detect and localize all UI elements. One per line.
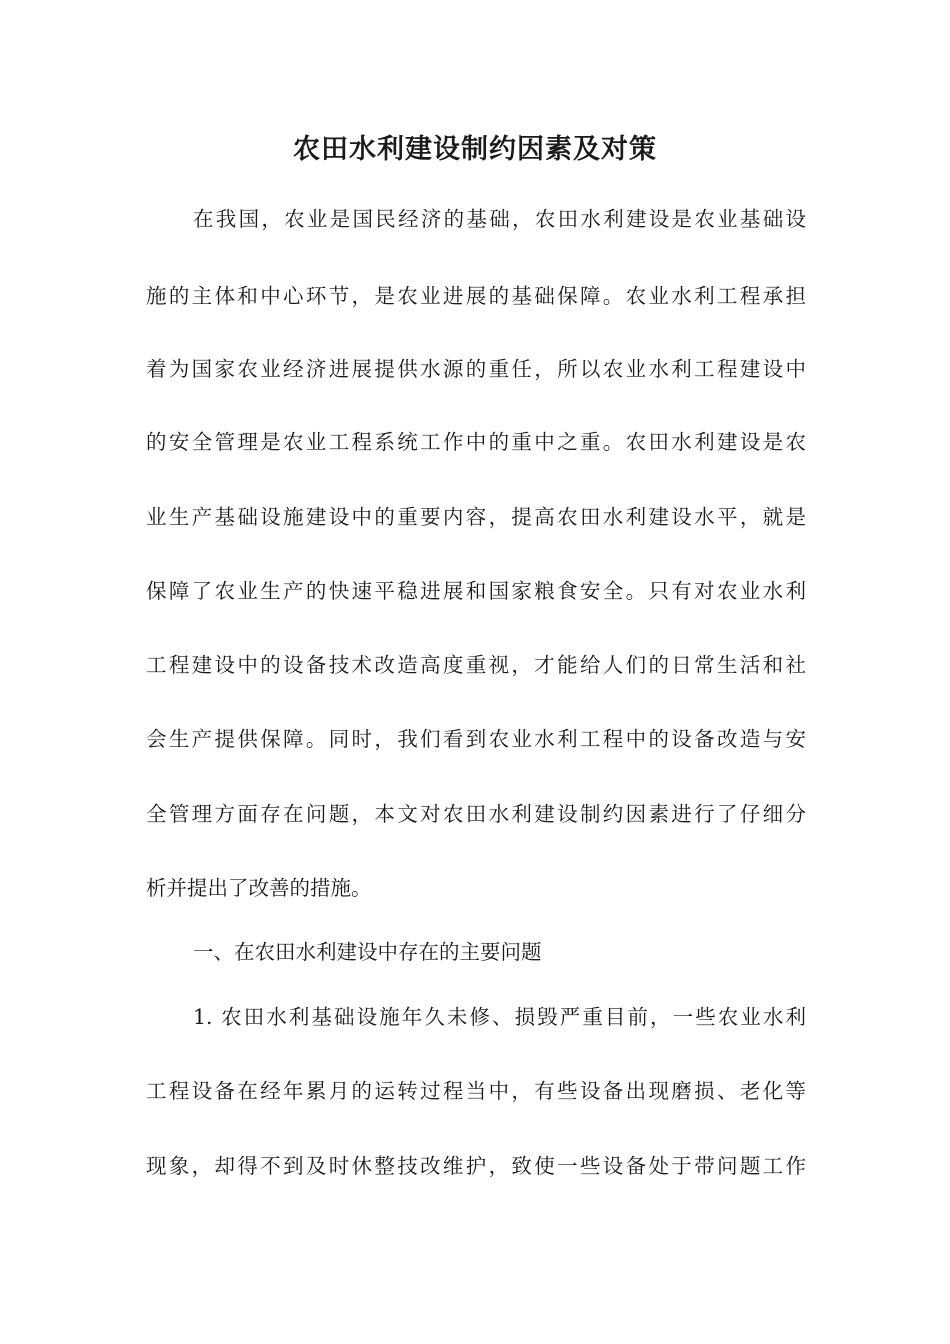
paragraph-line: 工程设备在经年累月的运转过程当中，有些设备出现磨损、老化等	[146, 1079, 806, 1103]
paragraph-line: 全管理方面存在问题，本文对农田水利建设制约因素进行了仔细分	[146, 802, 806, 826]
paragraph-line: 1. 农田水利基础设施年久未修、损毁严重目前，一些农业水利	[193, 1005, 806, 1029]
paragraph-line: 业生产基础设施建设中的重要内容，提高农田水利建设水平，就是	[146, 505, 806, 529]
paragraph-line: 现象，却得不到及时休整技改维护，致使一些设备处于带问题工作	[146, 1154, 806, 1178]
paragraph-line: 着为国家农业经济进展提供水源的重任，所以农业水利工程建设中	[146, 357, 806, 381]
paragraph-line: 施的主体和中心环节，是农业进展的基础保障。农业水利工程承担	[146, 284, 806, 308]
paragraph-line: 保障了农业生产的快速平稳进展和国家粮食安全。只有对农业水利	[146, 579, 806, 603]
paragraph-line: 的安全管理是农业工程系统工作中的重中之重。农田水利建设是农	[146, 430, 806, 454]
section-heading: 一、在农田水利建设中存在的主要问题	[193, 940, 542, 964]
paragraph-line: 析并提出了改善的措施。	[146, 876, 372, 900]
document-title: 农田水利建设制约因素及对策	[293, 134, 657, 165]
paragraph-line: 工程建设中的设备技术改造高度重视，才能给人们的日常生活和社	[146, 653, 806, 677]
paragraph-line: 在我国，农业是国民经济的基础，农田水利建设是农业基础设	[193, 207, 806, 231]
paragraph-line: 会生产提供保障。同时，我们看到农业水利工程中的设备改造与安	[146, 727, 806, 751]
